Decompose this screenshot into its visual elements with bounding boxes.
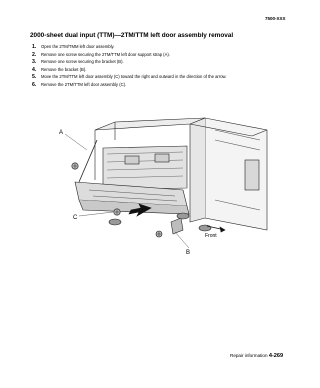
step-number: 5. <box>32 74 37 81</box>
step-text: Remove the bracket (B). <box>41 66 87 72</box>
procedure-steps <box>32 44 227 90</box>
front-direction-label: Front <box>205 233 217 239</box>
callout-label-b: B <box>186 250 191 256</box>
step-text: Remove one screw securing the bracket (B). <box>41 59 124 65</box>
step-text: Move the 2TM/TTM left door assembly (C) toward the right and outward in the direction of the arrow. <box>41 74 227 80</box>
page-number: 4-269 <box>268 353 284 359</box>
callout-label-c: C <box>73 215 78 221</box>
step-text: Open the 2TM/TMM left door assembly. <box>41 44 115 49</box>
step-number: 4. <box>32 66 37 73</box>
step-item <box>32 82 227 90</box>
step-text: Remove one screw securing the 2TM/TTM left door support strap (A). <box>41 51 170 57</box>
step-number: 6. <box>32 81 37 88</box>
footer-section: Repair information <box>230 353 268 358</box>
step-item <box>32 52 227 60</box>
step-number: 2. <box>32 51 37 58</box>
page-title: 2000-sheet dual input (TTM)—2TM/TTM left door assembly removal <box>30 32 234 39</box>
step-item <box>32 59 227 67</box>
step-text: Remove the 2TM/TTM left door assembly (C). <box>41 81 127 87</box>
step-number: 1. <box>32 44 37 50</box>
model-number: 7500-XXX <box>265 16 286 21</box>
step-number: 3. <box>32 59 37 66</box>
door-assembly-illustration <box>55 110 275 262</box>
page-footer <box>230 353 283 359</box>
step-item <box>32 74 227 82</box>
step-item <box>32 67 227 75</box>
callout-label-a: A <box>59 130 64 136</box>
step-item <box>32 44 227 52</box>
